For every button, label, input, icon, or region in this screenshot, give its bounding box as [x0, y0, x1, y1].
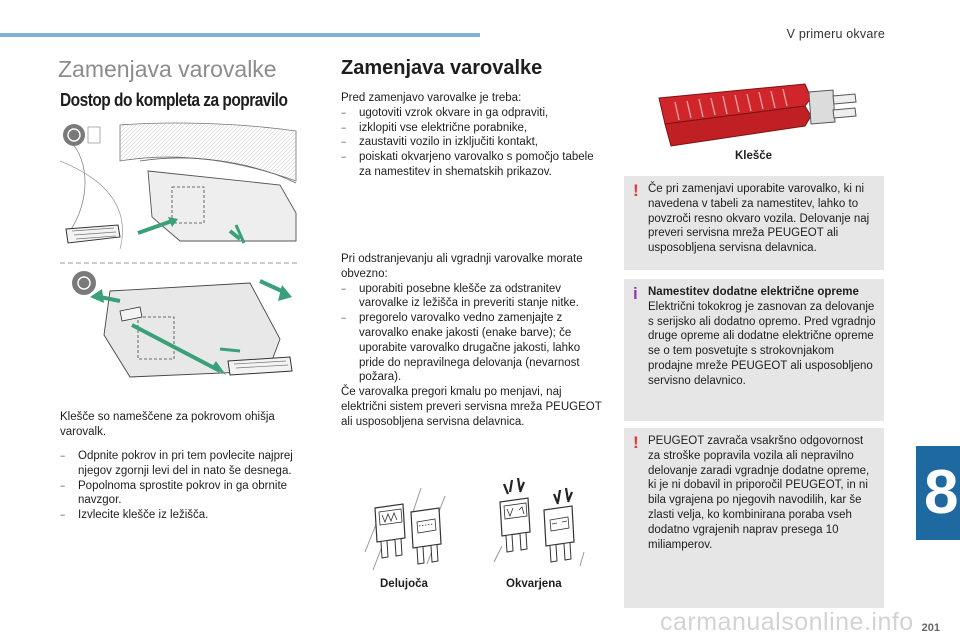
- left-title: Zamenjava varovalke: [58, 56, 277, 82]
- left-step-1: − Odpnite pokrov in pri tem povlecite najprej njegov zgornji levi del in nato še desnega.: [60, 449, 305, 479]
- middle-intro2: Pri odstranjevanju ali vgradnji varovalke morate obvezno:: [341, 253, 583, 280]
- pre-step-2: − izklopiti vse električne porabnike,: [341, 121, 603, 136]
- fuse-blown-label: Okvarjena: [506, 578, 562, 590]
- left-subtitle: Dostop do kompleta za popravilo: [60, 90, 288, 110]
- pre-step-4: − poiskati okvarjeno varovalko s pomočjo tabele za namestitev in shematskih prikazov.: [341, 150, 603, 180]
- chapter-tab[interactable]: [916, 446, 960, 540]
- page-number: 201: [921, 622, 940, 634]
- dashboard-view-top: [60, 121, 300, 249]
- warning-text-2: PEUGEOT zavrača vsakršno odgovornost za stroške popravila vozila ali nepravilno delovanje zaradi vgradnje dodatne opreme, ki je ni dobavil in priporočil PEUGEOT, in ni bila vgrajena po njegovih navodilih, kar še zlasti velja, ko kombinirana poraba vseh dodatno vgrajenih naprav presega 10 miliamperov.: [648, 435, 870, 551]
- fuse-ok-label: Delujoča: [380, 578, 428, 590]
- left-step-2: − Popolnoma sprostite pokrov in ga obrnite navzgor.: [60, 479, 305, 509]
- left-steps: [60, 449, 305, 523]
- left-caption: Klešče so nameščene za pokrovom ohišja varovalk.: [60, 411, 275, 438]
- must-step-1: − uporabiti posebne klešče za odstranitev varovalke iz ležišča in preveriti stanje nitke.: [341, 282, 606, 312]
- chapter-number: 8: [924, 458, 959, 527]
- top-accent-bar: [0, 33, 480, 37]
- warning-box-1: [624, 176, 884, 270]
- left-step-3: − Izvlecite klešče iz ležišča.: [60, 508, 305, 523]
- info-box: [624, 279, 884, 421]
- pliers-icon: [655, 72, 860, 152]
- glovebox-illustration: [60, 121, 300, 385]
- fuse-blown-icon: [484, 476, 588, 572]
- middle-intro-block: [341, 91, 603, 180]
- info-icon: i: [633, 284, 638, 303]
- must-step-2: − pregorelo varovalko vedno zamenjajte z varovalko enake jakosti (enake barve); če uporabite varovalko drugačne jakosti, lahko pride do nepravilnega delovanja (nevarnost požara).: [341, 311, 606, 385]
- middle-intro: Pred zamenjavo varovalke je treba:: [341, 92, 522, 104]
- middle-title: Zamenjava varovalke: [341, 57, 543, 79]
- warning-text-1: Če pri zamenjavi uporabite varovalko, ki ni navedena v tabeli za namestitev, lahko to povzroči resno okvaro vozila. Delovanje naj preveri servisna mreža PEUGEOT ali usposobljena servisna delavnica.: [648, 183, 870, 255]
- pre-step-1: − ugotoviti vzrok okvare in ga odpraviti,: [341, 106, 603, 121]
- warning-box-2: [624, 428, 884, 608]
- warning-icon: !: [633, 181, 639, 200]
- info-text: Električni tokokrog je zasnovan za delovanje s serijsko ali dodatno opremo. Pred vgradnjo druge opreme ali dodatne električne opreme se o tem posvetujte s strokovnjakom prodajne mreže PEUGEOT ali usposobljeno servisno delavnico.: [648, 300, 876, 387]
- section-title: V primeru okvare: [786, 27, 885, 41]
- warning-icon-2: !: [633, 433, 639, 452]
- dashboard-view-bottom: [72, 271, 292, 377]
- fuse-ok-icon: [355, 482, 455, 572]
- footer-watermark: carmanualsonline.info: [660, 608, 914, 636]
- pliers-label: Klešče: [735, 150, 773, 162]
- pre-step-3: − zaustaviti vozilo in izključiti kontakt,: [341, 135, 603, 150]
- info-title: Namestitev dodatne električne opreme: [648, 286, 859, 298]
- middle-must-block: [341, 252, 606, 430]
- middle-closing: Če varovalka pregori kmalu po menjavi, naj električni sistem preveri servisna mreža PEUGEOT ali usposobljena servisna delavnica.: [341, 386, 602, 428]
